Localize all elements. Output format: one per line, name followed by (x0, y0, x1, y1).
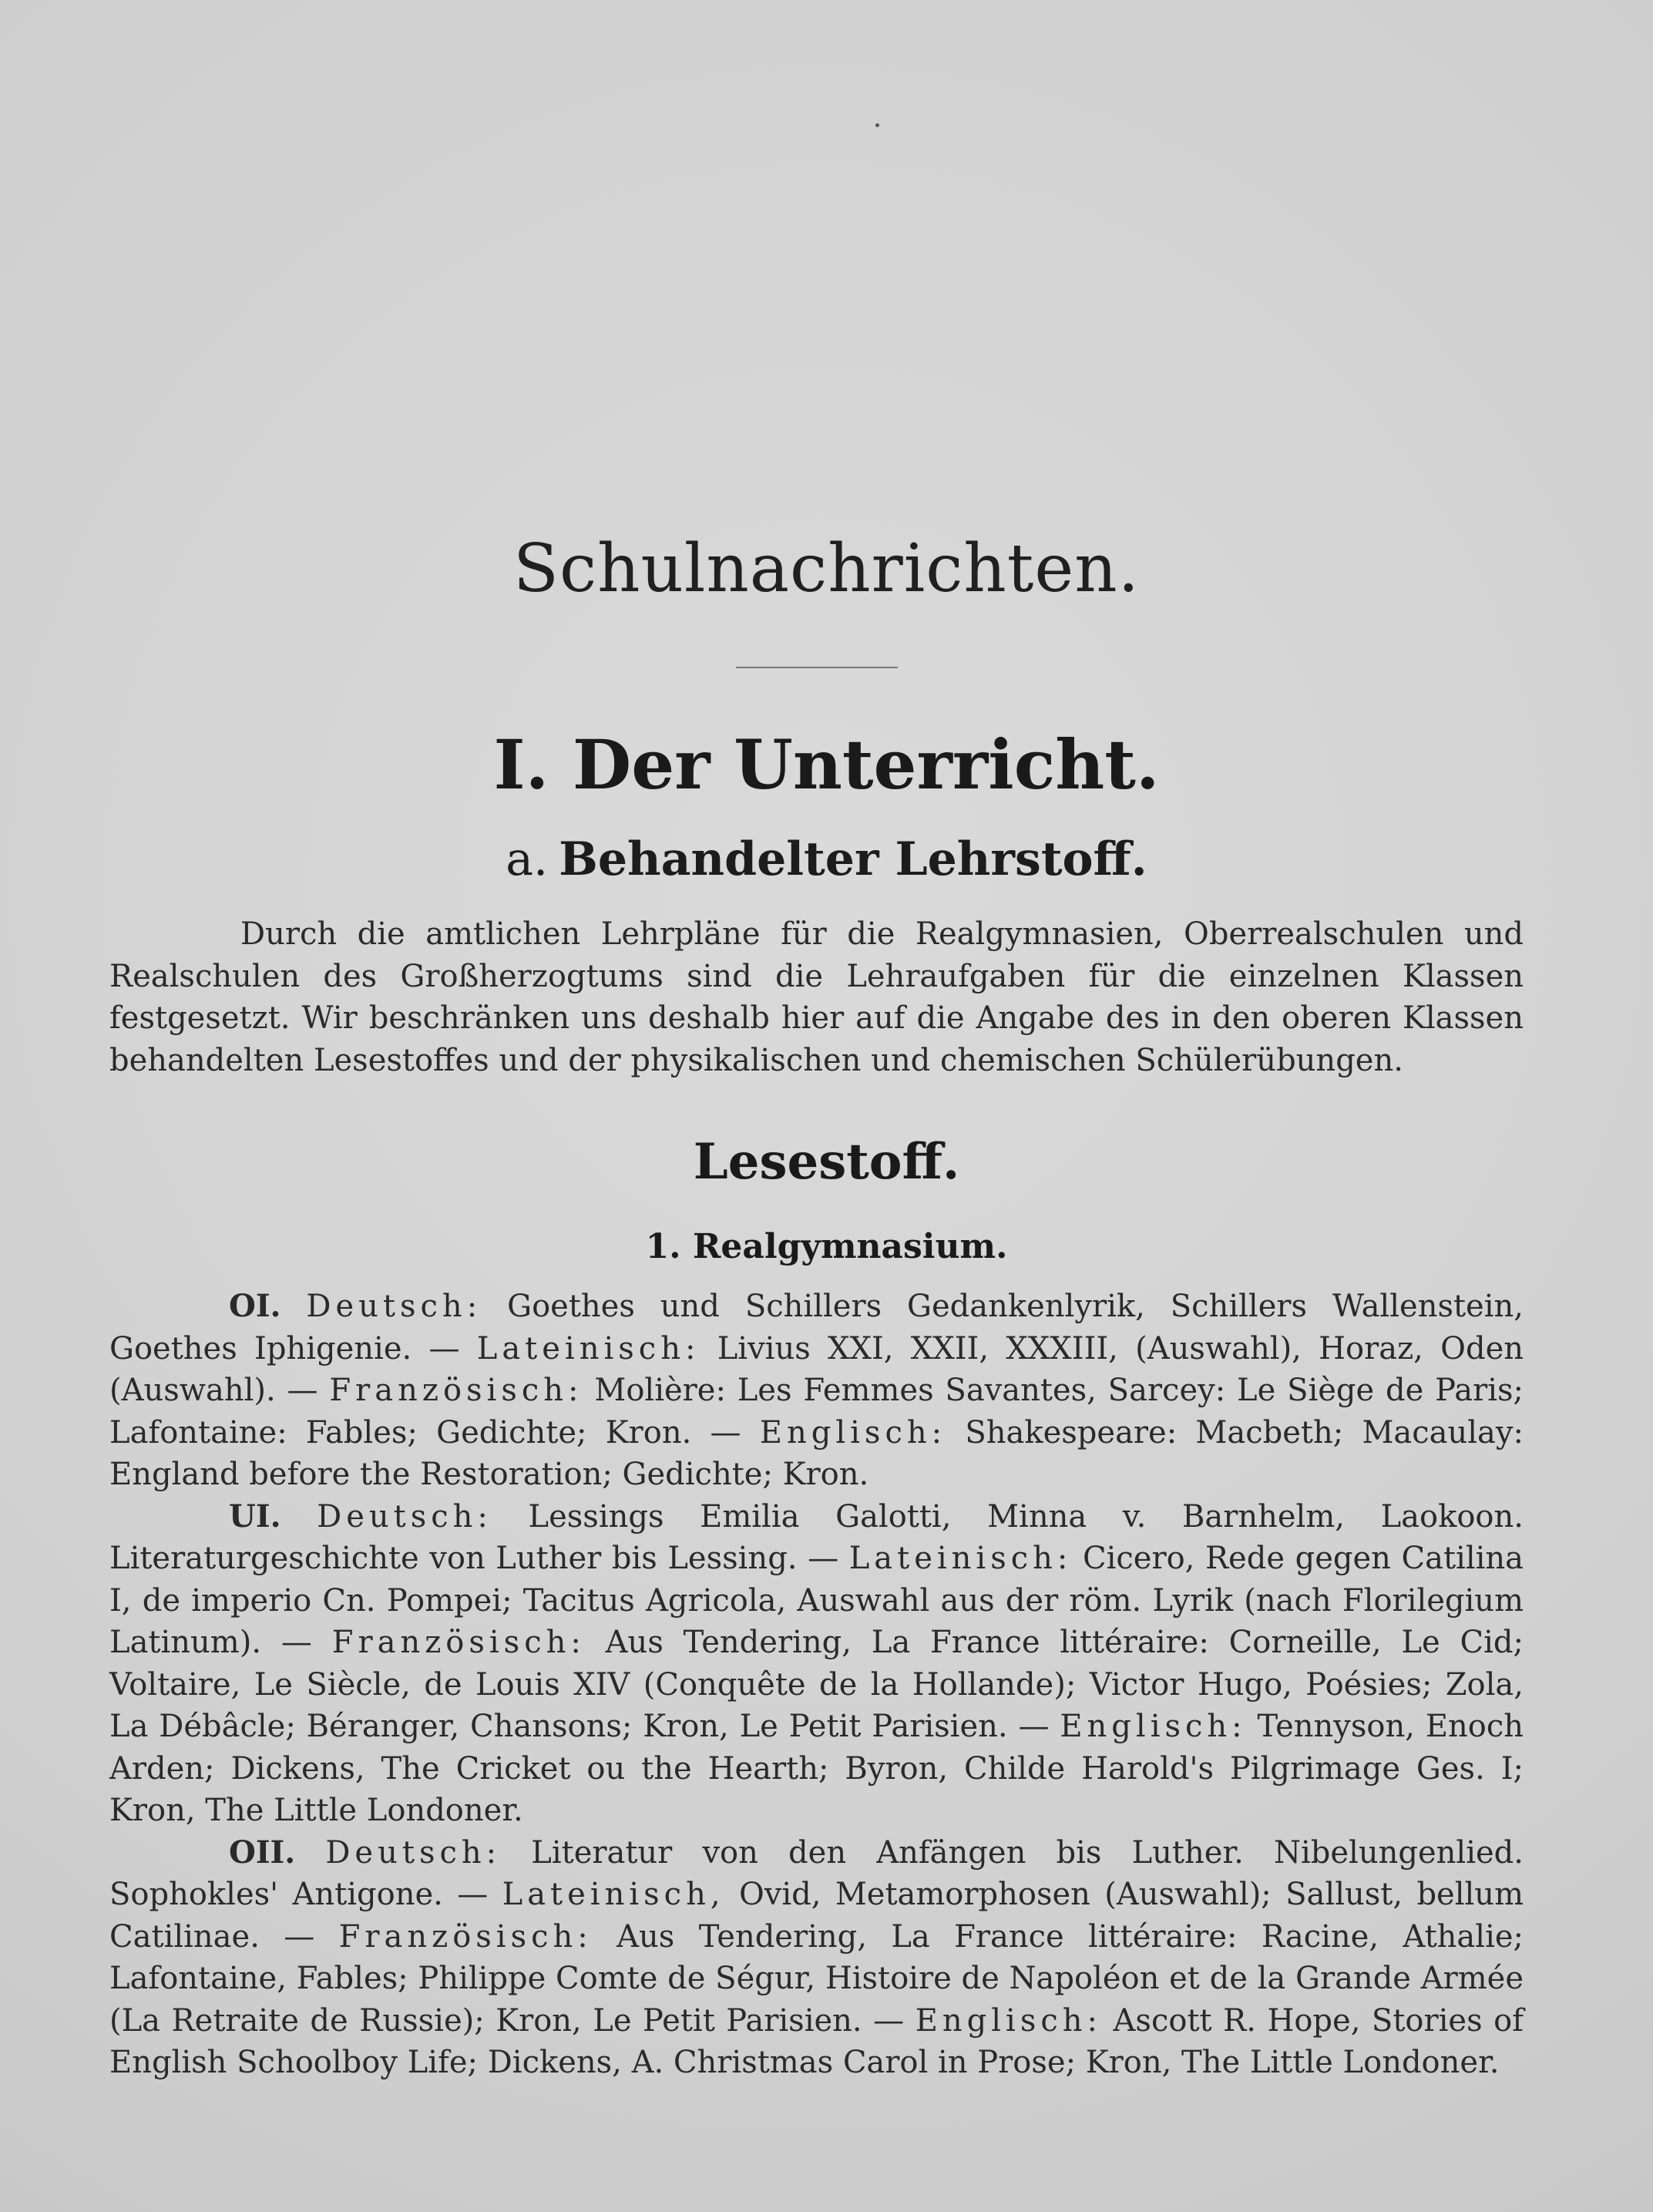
lesestoff-heading: Lesestoff. (693, 1133, 960, 1191)
reading-text: Cicero, Rede gegen Catilina I, de imperio Cn. Pompei; Tacitus Agricola, Auswahl aus der röm. Lyrik (nach Florilegium Latinum). — (109, 1541, 1524, 1660)
reading-text: Ovid, Metamorphosen (Auswahl); Sallust, bellum Catilinae. — (109, 1877, 1524, 1955)
ink-speck (875, 123, 879, 127)
page-title: Schulnachrichten. (513, 530, 1140, 607)
realgymnasium-heading: 1. Realgymnasium. (645, 1227, 1008, 1266)
subject-label: Lateinisch, (502, 1877, 725, 1912)
entry-oi (109, 1286, 1524, 1496)
lesestoff-body (109, 1286, 1524, 2084)
title-divider (736, 667, 898, 668)
subheading-prefix: a. (506, 832, 549, 886)
subject-label: Englisch: (759, 1414, 947, 1451)
section-heading: I. Der Unterricht. (493, 724, 1160, 805)
class-label: OI. (229, 1288, 281, 1324)
intro-paragraph: Durch die amtlichen Lehrpläne für die Realgymnasien, Oberrealschulen und Realschulen des Großherzogtums sind die Lehraufgaben für die einzelnen Klassen festgesetzt. Wir beschränken uns deshalb hier auf die Angabe des in den oberen Klassen behandelten Lesestoffes und der physikalischen und chemischen Schülerübungen. (109, 916, 1524, 1078)
subject-label: Englisch: (915, 2002, 1103, 2039)
reading-text: Aus Tendering, La France littéraire: Racine, Athalie; Lafontaine, Fables; Philippe Comte de Ségur, Histoire de Napoléon et de la Grande Armée (La Retraite de Russie); Kron, Le Petit Parisien. — (109, 1918, 1524, 2039)
reading-text: Shakespeare: Macbeth; Macaulay: England before the Restoration; Gedichte; Kron. (109, 1414, 1524, 1492)
section-subheading (0, 832, 1653, 886)
reading-text: Livius XXI, XXII, XXXIII, (Auswahl), Horaz, Oden (Auswahl). — (109, 1330, 1524, 1408)
subject-label: Deutsch: (325, 1834, 502, 1871)
subject-label: Deutsch: (306, 1289, 482, 1324)
reading-text: Aus Tendering, La France littéraire: Corneille, Le Cid; Voltaire, Le Siècle, de Louis XIV (Conquête de la Hollande); Victor Hugo, Poésies; Zola, La Débâcle; Béranger, Chansons; Kron, Le Petit Parisien. — (109, 1625, 1524, 1744)
subject-label: Lateinisch: (848, 1541, 1073, 1576)
subject-label: Französisch: (329, 1373, 583, 1408)
subject-label: Deutsch: (317, 1498, 492, 1535)
entry-ui (109, 1496, 1524, 1832)
reading-text: Goethes und Schillers Gedankenlyrik, Schillers Wallenstein, Goethes Iphigenie. — (109, 1289, 1524, 1367)
reading-text: Molière: Les Femmes Savantes, Sarcey: Le Siège de Paris; Lafontaine: Fables; Gedichte; Kron. — (109, 1373, 1524, 1451)
reading-text: Ascott R. Hope, Stories of English Schoolboy Life; Dickens, A. Christmas Carol in Prose; Kron, The Little Londoner. (109, 2002, 1524, 2080)
subject-label: Englisch: (1060, 1709, 1247, 1744)
reading-text: Lessings Emilia Galotti, Minna v. Barnhelm, Laokoon. Literaturgeschichte von Luther bis Lessing. — (109, 1498, 1524, 1576)
subject-label: Lateinisch: (476, 1330, 701, 1367)
class-label: UI. (229, 1498, 281, 1535)
subject-label: Französisch: (331, 1625, 586, 1660)
reading-text: Literatur von den Anfängen bis Luther. Nibelungenlied. Sophokles' Antigone. — (109, 1834, 1524, 1912)
subheading-text: Behandelter Lehrstoff. (559, 832, 1147, 886)
reading-text: Tennyson, Enoch Arden; Dickens, The Cricket ou the Hearth; Byron, Childe Harold's Pilgrimage Ges. I; Kron, The Little Londoner. (109, 1709, 1524, 1828)
subject-label: Französisch: (338, 1918, 593, 1955)
class-label: OII. (229, 1834, 296, 1871)
entry-oii (109, 1832, 1524, 2084)
